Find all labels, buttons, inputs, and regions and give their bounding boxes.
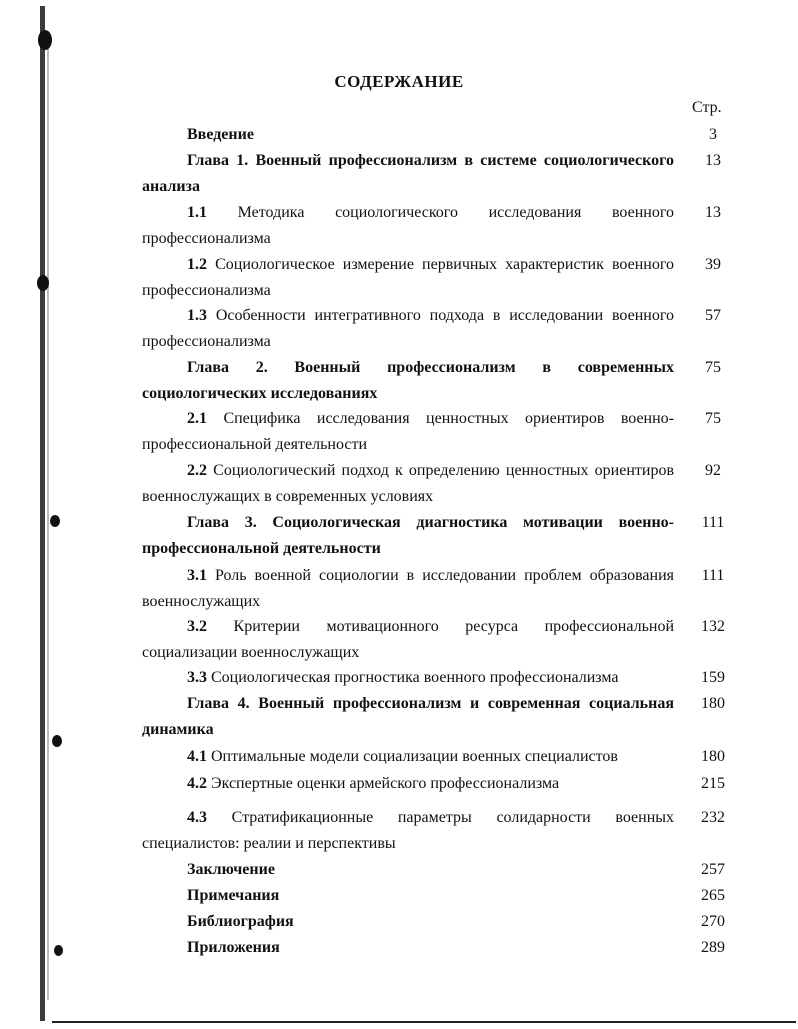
toc-entry-number: 4.3 xyxy=(187,809,207,826)
toc-entry-text: Заключение xyxy=(187,861,275,878)
toc-entry-number: 1.2 xyxy=(187,256,207,273)
toc-entry-text: Глава 2. Военный профессионализм в современных социологических исследованиях xyxy=(142,359,674,402)
toc-entry-page: 265 xyxy=(701,887,725,904)
toc-entry-number: 4.1 xyxy=(187,748,207,765)
toc-entry-page: 111 xyxy=(701,514,725,531)
document-title: СОДЕРЖАНИЕ xyxy=(334,72,464,91)
toc-entry-text: Социологическая прогностика военного профессионализма xyxy=(211,669,619,686)
scan-blot xyxy=(54,945,63,956)
toc-entry-page: 289 xyxy=(701,939,725,956)
toc-entry-number: 2.1 xyxy=(187,410,207,427)
toc-entry-page: 215 xyxy=(701,775,725,792)
toc-entry-number: 3.1 xyxy=(187,567,207,584)
toc-entry-page: 111 xyxy=(701,567,725,584)
toc-entry-text: Специфика исследования ценностных ориентиров военно-профессиональной деятельности xyxy=(142,410,675,453)
toc-entry-page: 13 xyxy=(705,152,721,169)
toc-entry-number: 1.1 xyxy=(187,204,207,221)
page-column-label: Стр. xyxy=(692,99,722,116)
toc-entry-text: Роль военной социологии в исследовании проблем образования военнослужащих xyxy=(142,567,675,610)
toc-entry-number: 3.3 xyxy=(187,669,207,686)
scan-blot xyxy=(50,515,60,527)
scan-blot xyxy=(52,735,62,747)
toc-entry-page: 159 xyxy=(701,669,725,686)
toc-entry-number: 3.2 xyxy=(187,618,207,635)
toc-entry-text: Введение xyxy=(187,126,254,143)
scan-binding-shadow xyxy=(47,40,49,1000)
toc-entry-page: 75 xyxy=(705,410,721,427)
toc-entry-text: Социологическое измерение первичных характеристик военного профессионализма xyxy=(142,256,675,299)
scan-blot xyxy=(37,275,49,291)
toc-entry-page: 92 xyxy=(705,462,721,479)
toc-entry-page: 39 xyxy=(705,256,721,273)
toc-entry-text: Экспертные оценки армейского профессионализма xyxy=(211,775,560,792)
toc-entry-page: 13 xyxy=(705,204,721,221)
toc-entry-page: 180 xyxy=(701,748,725,765)
toc-entry-text: Стратификационные параметры солидарности военных специалистов: реалии и перспективы xyxy=(142,809,674,852)
scan-blot xyxy=(38,30,52,50)
toc-entry-page: 3 xyxy=(709,126,717,143)
toc-entry-text: Оптимальные модели социализации военных специалистов xyxy=(211,748,618,765)
scan-bottom-edge xyxy=(52,1021,796,1023)
toc-entry-page: 232 xyxy=(701,809,725,826)
toc-entry-text: Библиография xyxy=(187,913,294,930)
toc-entry-text: Глава 1. Военный профессионализм в системе социологического анализа xyxy=(142,152,674,195)
toc-entry-page: 132 xyxy=(701,618,725,635)
toc-entry-number: 2.2 xyxy=(187,462,207,479)
toc-entry-text: Приложения xyxy=(187,939,280,956)
toc-entry-text: Глава 4. Военный профессионализм и современная социальная динамика xyxy=(142,695,674,738)
scan-binding-edge xyxy=(40,6,45,1021)
toc-entry-page: 257 xyxy=(701,861,725,878)
toc-entry-text: Критерии мотивационного ресурса профессиональной социализации военнослужащих xyxy=(142,618,675,661)
toc-entry-page: 180 xyxy=(701,695,725,712)
toc-entry-text: Глава 3. Социологическая диагностика мотивации военно-профессиональной деятельности xyxy=(142,514,674,557)
toc-entry-text: Особенности интегративного подхода в исследовании военного профессионализма xyxy=(142,307,675,350)
toc-entry-page: 270 xyxy=(701,913,725,930)
toc-entry-text: Примечания xyxy=(187,887,280,904)
toc-entry-number: 1.3 xyxy=(187,307,207,324)
toc-entry-number: 4.2 xyxy=(187,775,207,792)
toc-entry-text: Социологический подход к определению ценностных ориентиров военнослужащих в современных условиях xyxy=(142,462,675,505)
toc-entry-page: 57 xyxy=(705,307,721,324)
toc-entry-text: Методика социологического исследования военного профессионализма xyxy=(142,204,675,247)
toc-entry-page: 75 xyxy=(705,359,721,376)
